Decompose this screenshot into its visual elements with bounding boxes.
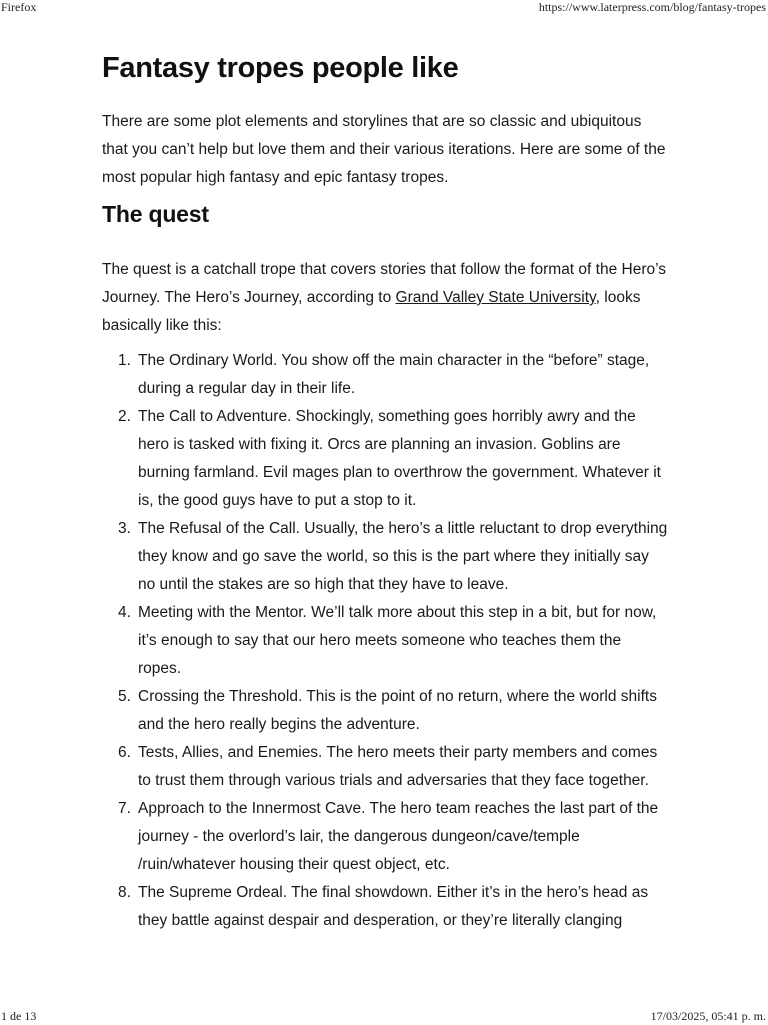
print-datetime: 17/03/2025, 05:41 p. m. — [650, 1009, 766, 1023]
list-item-number: 7. — [118, 800, 131, 817]
list-item-text: Tests, Allies, and Enemies. The hero meets their party members and comes to trust them through various trials and adversaries that they face together. — [138, 744, 658, 789]
list-item-text: The Refusal of the Call. Usually, the hero’s a little reluctant to drop everything they know and go save the world, so this is the part where they initially say no until the stakes are so high that they have to leave. — [138, 520, 668, 593]
list-item-text: The Call to Adventure. Shockingly, something goes horribly awry and the hero is tasked with fixing it. Orcs are planning an invasion. Goblins are burning farmland. Evil mages plan to overthrow the government. Whatever it is, the good guys have to put a stop to it. — [138, 408, 661, 509]
print-footer — [0, 1009, 768, 1025]
article-title: Fantasy tropes people like — [102, 52, 459, 84]
page-url: https://www.laterpress.com/blog/fantasy-tropes — [538, 0, 766, 14]
list-item-number: 5. — [118, 688, 131, 705]
heros-journey-list — [102, 347, 668, 935]
section-heading: The quest — [102, 201, 209, 227]
list-item — [102, 403, 668, 515]
intro-paragraph: There are some plot elements and storylines that are so classic and ubiquitous that you can’t help but love them and their various iterations. Here are some of the most popular high fantasy and epic fantasy tropes. — [102, 113, 666, 186]
print-header — [0, 0, 768, 16]
list-item-text: The Ordinary World. You show off the main character in the “before” stage, during a regular day in their life. — [138, 352, 650, 397]
list-item — [102, 599, 668, 683]
list-item-number: 4. — [118, 604, 131, 621]
list-item-text: The Supreme Ordeal. The final showdown. Either it’s in the hero’s head as they battle against despair and desperation, or they’re literally clanging — [138, 884, 649, 929]
list-item — [102, 515, 668, 599]
list-item — [102, 683, 668, 739]
list-item — [102, 879, 668, 935]
list-item-text: Crossing the Threshold. This is the point of no return, where the world shifts and the hero really begins the adventure. — [138, 688, 657, 733]
list-item-number: 2. — [118, 408, 131, 425]
page-counter: 1 de 13 — [1, 1009, 37, 1023]
quest-paragraph — [102, 256, 668, 340]
quest-text-after-link: , looks basically like this: — [102, 289, 641, 334]
quest-text-before-link: The quest is a catchall trope that covers stories that follow the format of the Hero’s Journey. The Hero’s Journey, according to — [102, 261, 667, 306]
list-item-text: Meeting with the Mentor. We’ll talk more about this step in a bit, but for now, it’s enough to say that our hero meets someone who teaches them the ropes. — [138, 604, 657, 677]
list-item-number: 3. — [118, 520, 131, 537]
list-item-number: 6. — [118, 744, 131, 761]
browser-name: Firefox — [1, 0, 37, 14]
grand-valley-link[interactable]: Grand Valley State University — [395, 289, 596, 306]
list-item-number: 8. — [118, 884, 131, 901]
list-item — [102, 795, 668, 879]
list-item — [102, 739, 668, 795]
list-item — [102, 347, 668, 403]
list-item-number: 1. — [118, 352, 131, 369]
list-item-text: Approach to the Innermost Cave. The hero team reaches the last part of the journey - the overlord’s lair, the dangerous dungeon/cave/temple /ruin/whatever housing their quest object, etc. — [138, 800, 659, 873]
